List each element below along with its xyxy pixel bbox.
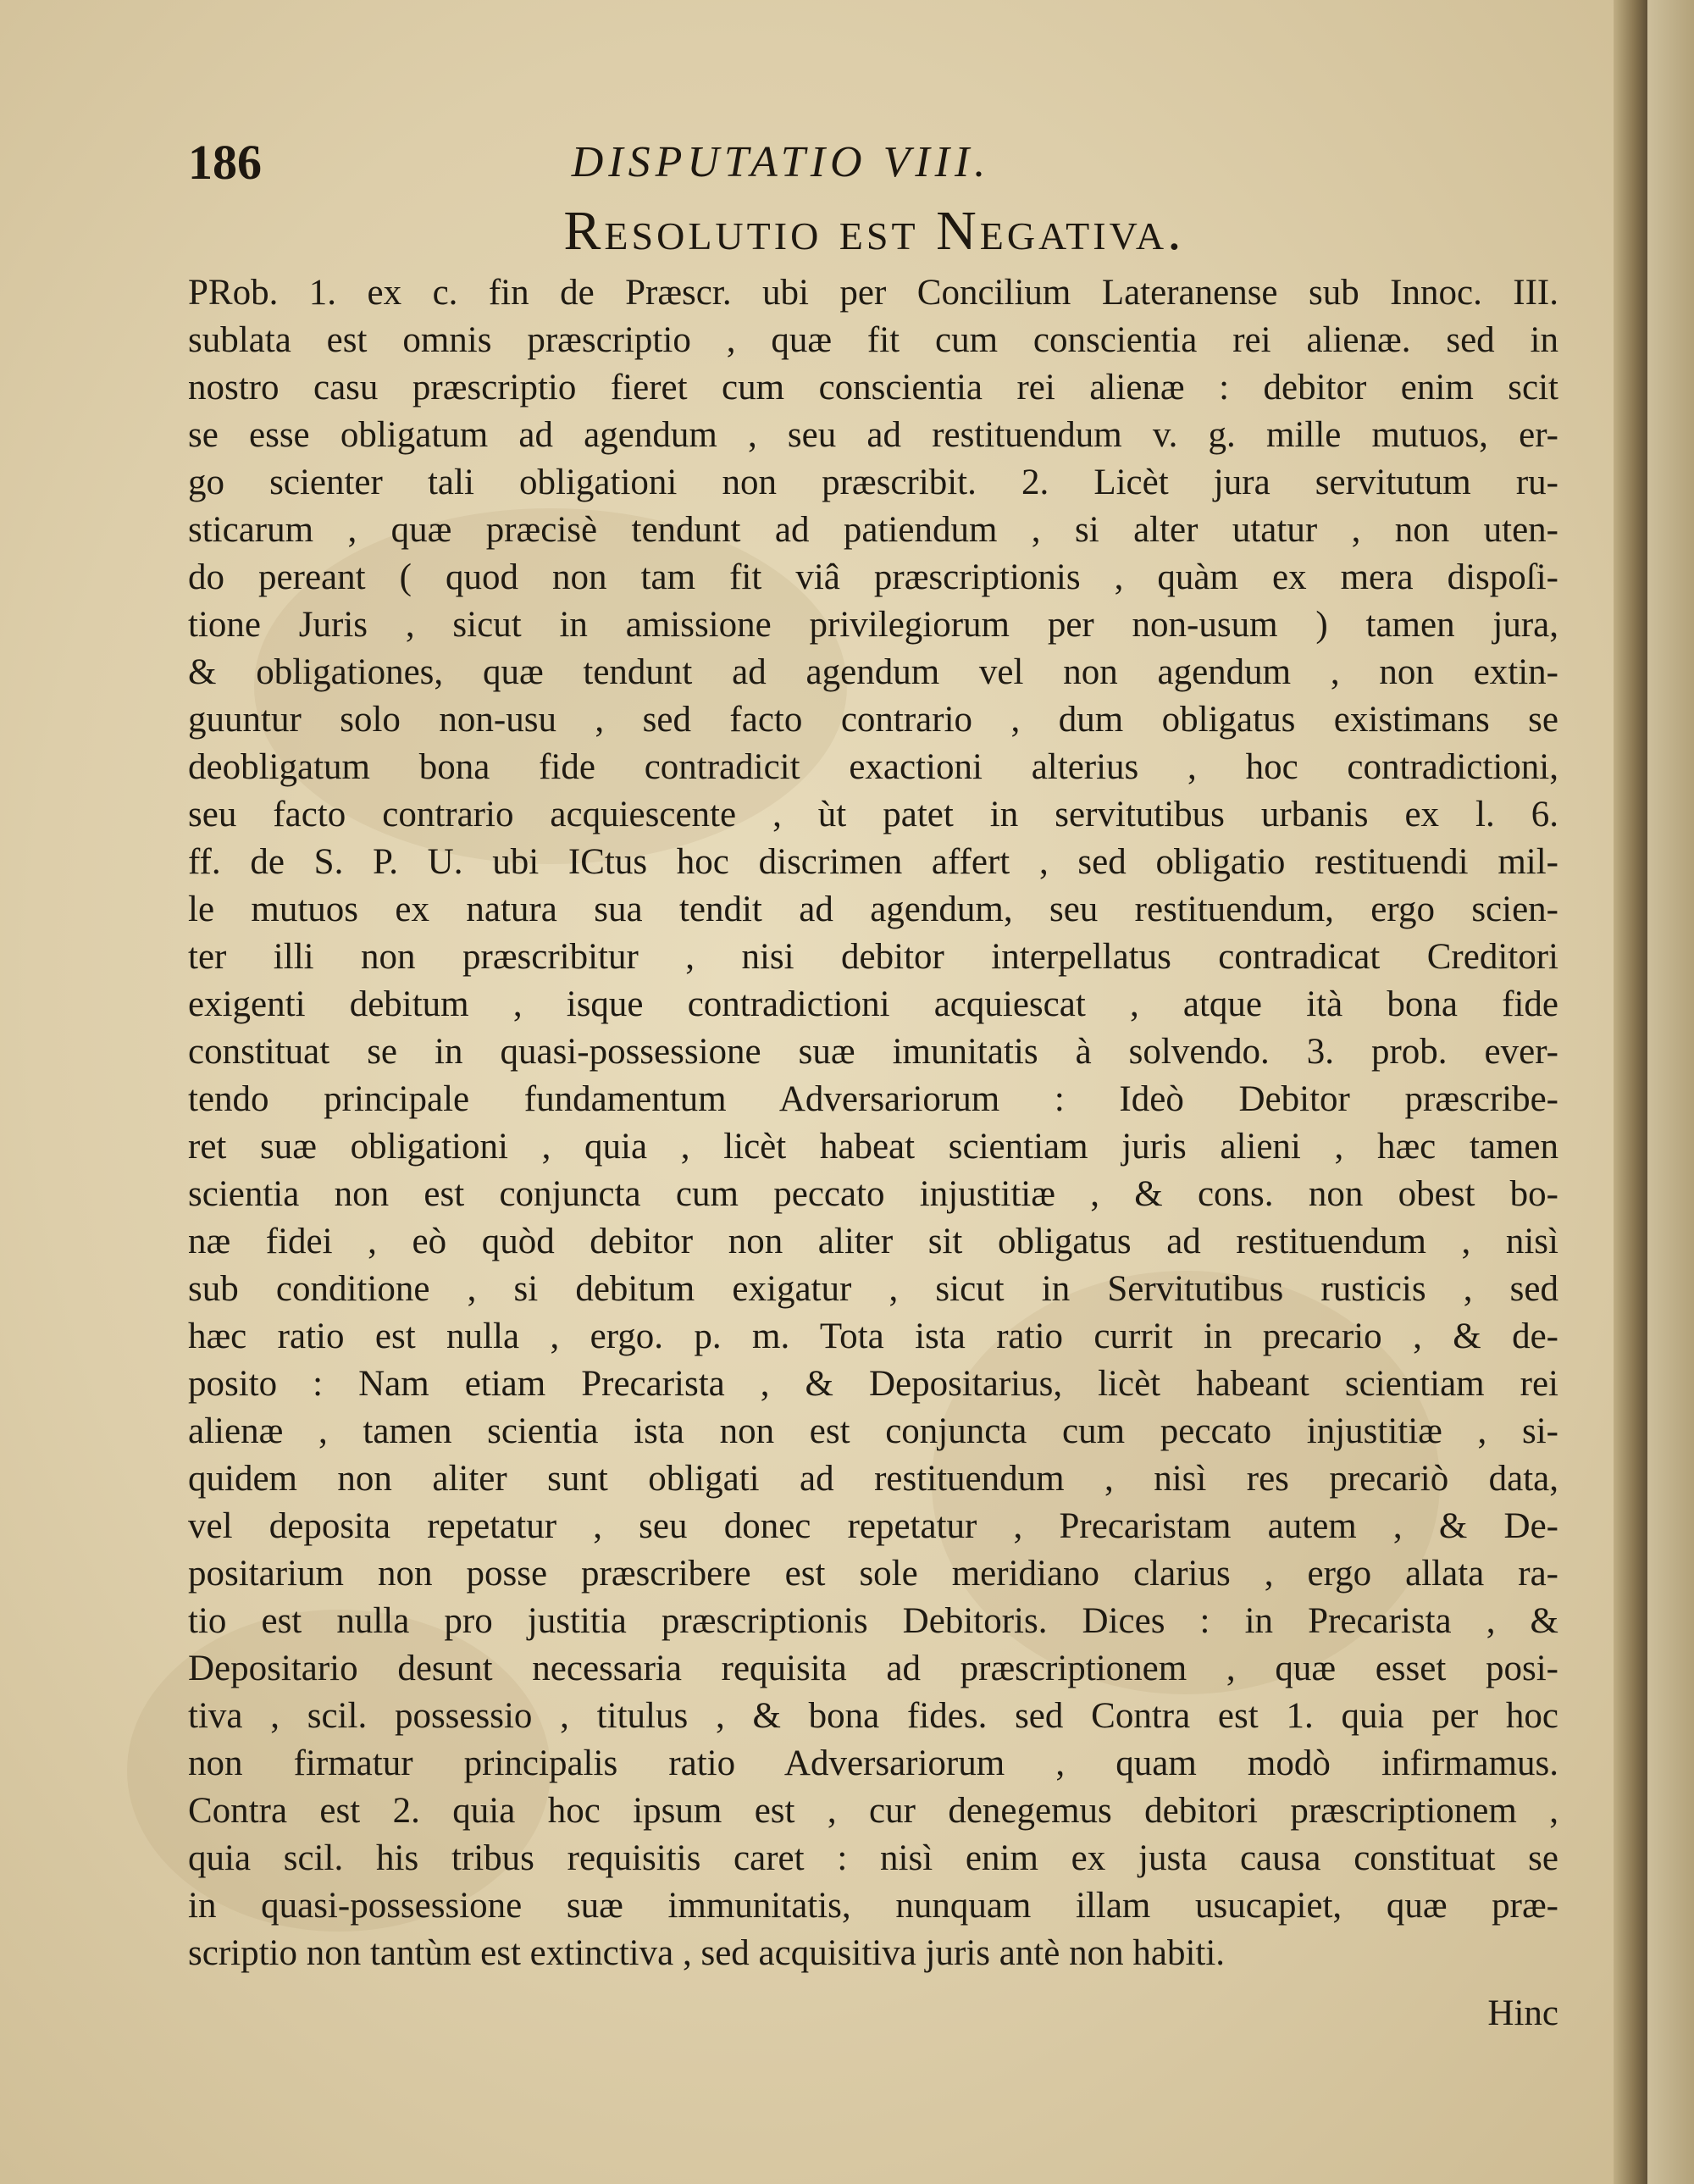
running-title: DISPUTATIO VIII. bbox=[571, 138, 991, 186]
page-number: 186 bbox=[188, 135, 262, 190]
text-line: alienæ , tamen scientia ista non est conjuncta cum peccato injustitiæ , si- bbox=[188, 1411, 1558, 1451]
text-line: næ fidei , eò quòd debitor non aliter sit obligatus ad restituendum , nisì bbox=[188, 1222, 1558, 1261]
text-line: PRob. 1. ex c. fin de Præscr. ubi per Concilium Lateranense sub Innoc. III. bbox=[188, 273, 1558, 313]
body-text bbox=[188, 269, 1558, 1977]
text-line: quia scil. his tribus requisitis caret : nisì enim ex justa causa constituat se bbox=[188, 1838, 1558, 1878]
text-line: ff. de S. P. U. ubi ICtus hoc discrimen affert , sed obligatio restituendi mil- bbox=[188, 842, 1558, 882]
text-line: quidem non aliter sunt obligati ad restituendum , nisì res precariò data, bbox=[188, 1459, 1558, 1499]
catchword: Hinc bbox=[1487, 1993, 1558, 2033]
text-line: nostro casu præscriptio fieret cum conscientia rei alienæ : debitor enim scit bbox=[188, 368, 1558, 407]
text-line: tendo principale fundamentum Adversariorum : Ideò Debitor præscribe- bbox=[188, 1079, 1558, 1119]
text-line: sticarum , quæ præcisè tendunt ad patiendum , si alter utatur , non uten- bbox=[188, 510, 1558, 550]
text-line: tiva , scil. possessio , titulus , & bona fides. sed Contra est 1. quia per hoc bbox=[188, 1696, 1558, 1736]
text-line: sub conditione , si debitum exigatur , sicut in Servitutibus rusticis , sed bbox=[188, 1269, 1558, 1309]
text-line: scriptio non tantùm est extinctiva , sed acquisitiva juris antè non habiti. bbox=[188, 1933, 1226, 1973]
text-line: sublata est omnis præscriptio , quæ fit cum conscientia rei alienæ. sed in bbox=[188, 320, 1558, 360]
text-line: le mutuos ex natura sua tendit ad agendum, seu restituendum, ergo scien- bbox=[188, 890, 1558, 929]
text-line: do pereant ( quod non tam fit viâ præscriptionis , quàm ex mera dispoſi- bbox=[188, 557, 1558, 597]
book-gutter bbox=[1614, 0, 1647, 2184]
text-line: Depositario desunt necessaria requisita ad præscriptionem , quæ esset posi- bbox=[188, 1649, 1558, 1688]
text-line: hæc ratio est nulla , ergo. p. m. Tota ista ratio currit in precario , & de- bbox=[188, 1316, 1558, 1356]
text-line: positarium non posse præscribere est sole meridiano clarius , ergo allata ra- bbox=[188, 1554, 1558, 1594]
text-line: seu facto contrario acquiescente , ùt patet in servitutibus urbanis ex l. 6. bbox=[188, 795, 1558, 834]
text-line: constituat se in quasi-possessione suæ imunitatis à solvendo. 3. prob. ever- bbox=[188, 1032, 1558, 1072]
text-line: exigenti debitum , isque contradictioni acquiescat , atque ità bona fide bbox=[188, 984, 1558, 1024]
facing-page-edge bbox=[1647, 0, 1694, 2184]
text-line: tio est nulla pro justitia præscriptionis Debitoris. Dices : in Precarista , & bbox=[188, 1601, 1558, 1641]
section-title: Resolutio est Negativa. bbox=[563, 200, 1185, 262]
text-line: go scienter tali obligationi non præscribit. 2. Licèt jura servitutum ru- bbox=[188, 463, 1558, 502]
text-line: deobligatum bona fide contradicit exactioni alterius , hoc contradictioni, bbox=[188, 747, 1558, 787]
text-line: ret suæ obligationi , quia , licèt habeat scientiam juris alieni , hæc tamen bbox=[188, 1127, 1558, 1167]
text-line: non firmatur principalis ratio Adversariorum , quam modò infirmamus. bbox=[188, 1743, 1558, 1783]
text-line: in quasi-possessione suæ immunitatis, nunquam illam usucapiet, quæ præ- bbox=[188, 1886, 1558, 1926]
page-header bbox=[188, 134, 1577, 193]
text-line: vel deposita repetatur , seu donec repetatur , Precaristam autem , & De- bbox=[188, 1506, 1558, 1546]
text-line: scientia non est conjuncta cum peccato injustitiæ , & cons. non obest bo- bbox=[188, 1174, 1558, 1214]
text-line: tione Juris , sicut in amissione privilegiorum per non-usum ) tamen jura, bbox=[188, 605, 1558, 645]
text-line: guuntur solo non-usu , sed facto contrario , dum obligatus existimans se bbox=[188, 700, 1558, 740]
text-line: Contra est 2. quia hoc ipsum est , cur denegemus debitori præscriptionem , bbox=[188, 1791, 1558, 1831]
text-line: ter illi non præscribitur , nisi debitor interpellatus contradicat Creditori bbox=[188, 937, 1558, 977]
text-line: se esse obligatum ad agendum , seu ad restituendum v. g. mille mutuos, er- bbox=[188, 415, 1558, 455]
text-line: & obligationes, quæ tendunt ad agendum vel non agendum , non extin- bbox=[188, 652, 1558, 692]
text-line: posito : Nam etiam Precarista , & Depositarius, licèt habeant scientiam rei bbox=[188, 1364, 1558, 1404]
